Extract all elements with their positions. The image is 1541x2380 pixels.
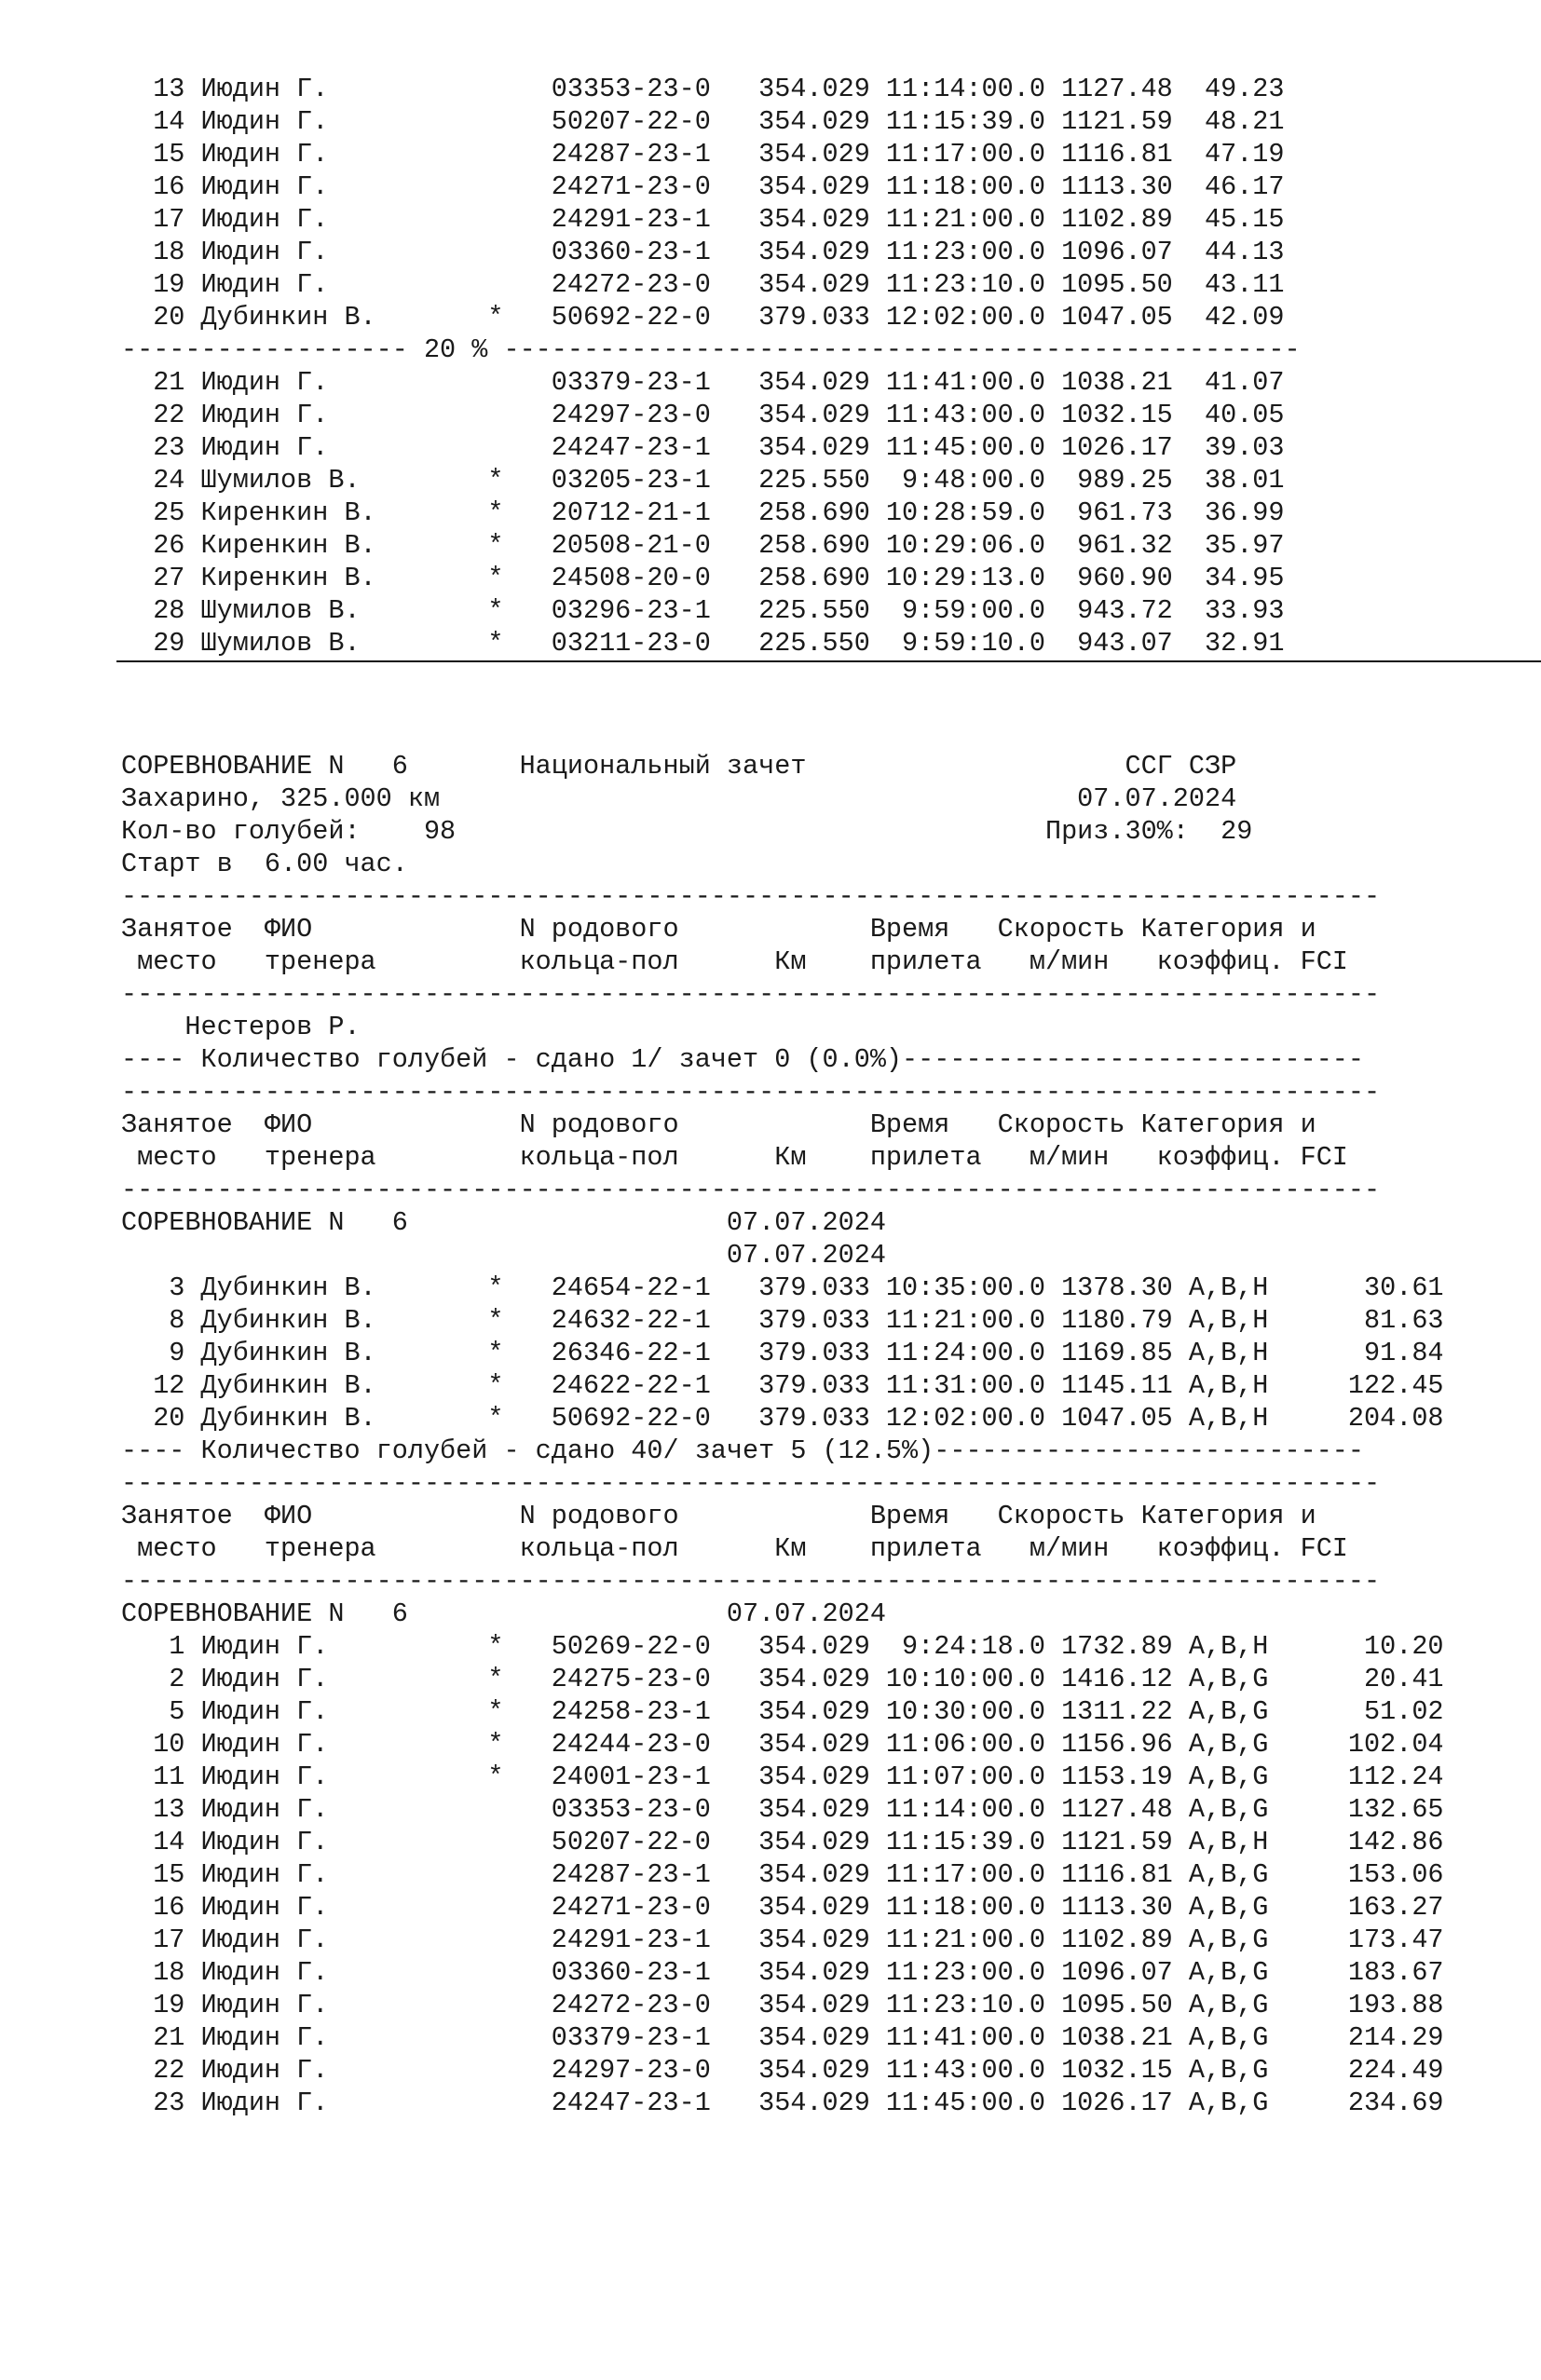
table-row: 18 Июдин Г. 03360-23-1 354.029 11:23:00.0 1096.07 A,B,G 183.67 — [121, 1957, 1444, 1988]
section-summary: ---- Количество голубей - сдано 1/ зачет 0 (0.0%)----------------------------- — [121, 1044, 1365, 1075]
section-summary: ---- Количество голубей - сдано 40/ зачет 5 (12.5%)--------------------------- — [121, 1435, 1365, 1466]
competition-title: СОРЕВНОВАНИЕ N 6 Национальный зачет ССГ СЗР — [121, 751, 1237, 782]
section-title: СОРЕВНОВАНИЕ N 6 07.07.2024 — [121, 1207, 886, 1238]
percent-divider: ------------------ 20 % -------------------------------------------------- — [121, 334, 1301, 365]
table-row: 19 Июдин Г. 24272-23-0 354.029 11:23:10.0 1095.50 A,B,G 193.88 — [121, 1990, 1444, 2020]
table-row: 26 Киренкин В. * 20508-21-0 258.690 10:29:06.0 961.32 35.97 — [121, 530, 1285, 561]
dash-divider: ------------------------------------------------------------------------------- — [121, 979, 1381, 1010]
table-row: 22 Июдин Г. 24297-23-0 354.029 11:43:00.0 1032.15 40.05 — [121, 400, 1285, 430]
table-row: 12 Дубинкин В. * 24622-22-1 379.033 11:31:00.0 1145.11 A,B,H 122.45 — [121, 1370, 1444, 1401]
competition-location-date: Захарино, 325.000 км 07.07.2024 — [121, 783, 1237, 814]
table-row: 20 Дубинкин В. * 50692-22-0 379.033 12:02:00.0 1047.05 A,B,H 204.08 — [121, 1403, 1444, 1434]
table-row: 13 Июдин Г. 03353-23-0 354.029 11:14:00.0 1127.48 A,B,G 132.65 — [121, 1794, 1444, 1825]
section-date: 07.07.2024 — [121, 1240, 886, 1271]
table-row: 21 Июдин Г. 03379-23-1 354.029 11:41:00.0 1038.21 41.07 — [121, 367, 1285, 398]
column-header-line1: Занятое ФИО N родового Время Скорость Категория и — [121, 914, 1316, 945]
table-row: 17 Июдин Г. 24291-23-1 354.029 11:21:00.0 1102.89 45.15 — [121, 204, 1285, 235]
dash-divider: ------------------------------------------------------------------------------- — [121, 1566, 1381, 1597]
table-row: 19 Июдин Г. 24272-23-0 354.029 11:23:10.0 1095.50 43.11 — [121, 269, 1285, 300]
section-title: СОРЕВНОВАНИЕ N 6 07.07.2024 — [121, 1598, 886, 1629]
table-row: 27 Киренкин В. * 24508-20-0 258.690 10:29:13.0 960.90 34.95 — [121, 563, 1285, 593]
competition-start: Старт в 6.00 час. — [121, 849, 408, 879]
trainer-name: Нестеров Р. — [121, 1012, 361, 1042]
table-row: 15 Июдин Г. 24287-23-1 354.029 11:17:00.0 1116.81 47.19 — [121, 139, 1285, 170]
column-header-line2: место тренера кольца-пол Км прилета м/мин коэффиц. FCI — [121, 1142, 1348, 1173]
table-row: 28 Шумилов В. * 03296-23-1 225.550 9:59:00.0 943.72 33.93 — [121, 595, 1285, 626]
column-header-line2: место тренера кольца-пол Км прилета м/мин коэффиц. FCI — [121, 946, 1348, 977]
table-row: 3 Дубинкин В. * 24654-22-1 379.033 10:35:00.0 1378.30 A,B,H 30.61 — [121, 1272, 1444, 1303]
dash-divider: ------------------------------------------------------------------------------- — [121, 881, 1381, 912]
table-row: 16 Июдин Г. 24271-23-0 354.029 11:18:00.0 1113.30 A,B,G 163.27 — [121, 1892, 1444, 1923]
table-row: 11 Июдин Г. * 24001-23-1 354.029 11:07:00.0 1153.19 A,B,G 112.24 — [121, 1761, 1444, 1792]
table-row: 24 Шумилов В. * 03205-23-1 225.550 9:48:00.0 989.25 38.01 — [121, 465, 1285, 496]
table-row: 14 Июдин Г. 50207-22-0 354.029 11:15:39.0 1121.59 A,B,H 142.86 — [121, 1827, 1444, 1857]
table-row: 29 Шумилов В. * 03211-23-0 225.550 9:59:10.0 943.07 32.91 — [121, 628, 1285, 659]
dash-divider: ------------------------------------------------------------------------------- — [121, 1468, 1381, 1499]
column-header-line1: Занятое ФИО N родового Время Скорость Категория и — [121, 1501, 1316, 1531]
table-row: 15 Июдин Г. 24287-23-1 354.029 11:17:00.0 1116.81 A,B,G 153.06 — [121, 1859, 1444, 1890]
table-row: 14 Июдин Г. 50207-22-0 354.029 11:15:39.0 1121.59 48.21 — [121, 106, 1285, 137]
table-row: 21 Июдин Г. 03379-23-1 354.029 11:41:00.0 1038.21 A,B,G 214.29 — [121, 2022, 1444, 2053]
table-row: 17 Июдин Г. 24291-23-1 354.029 11:21:00.0 1102.89 A,B,G 173.47 — [121, 1924, 1444, 1955]
table-row: 10 Июдин Г. * 24244-23-0 354.029 11:06:00.0 1156.96 A,B,G 102.04 — [121, 1729, 1444, 1760]
section-separator-line — [116, 660, 1541, 662]
column-header-line1: Занятое ФИО N родового Время Скорость Категория и — [121, 1109, 1316, 1140]
table-row: 1 Июдин Г. * 50269-22-0 354.029 9:24:18.0 1732.89 A,B,H 10.20 — [121, 1631, 1444, 1662]
table-row: 13 Июдин Г. 03353-23-0 354.029 11:14:00.0 1127.48 49.23 — [121, 74, 1285, 104]
table-row: 5 Июдин Г. * 24258-23-1 354.029 10:30:00.0 1311.22 A,B,G 51.02 — [121, 1696, 1444, 1727]
competition-count: Кол-во голубей: 98 Приз.30%: 29 — [121, 816, 1253, 847]
table-row: 25 Киренкин В. * 20712-21-1 258.690 10:28:59.0 961.73 36.99 — [121, 497, 1285, 528]
table-row: 9 Дубинкин В. * 26346-22-1 379.033 11:24:00.0 1169.85 A,B,H 91.84 — [121, 1338, 1444, 1368]
table-row: 23 Июдин Г. 24247-23-1 354.029 11:45:00.0 1026.17 39.03 — [121, 432, 1285, 463]
table-row: 2 Июдин Г. * 24275-23-0 354.029 10:10:00.0 1416.12 A,B,G 20.41 — [121, 1664, 1444, 1694]
table-row: 8 Дубинкин В. * 24632-22-1 379.033 11:21:00.0 1180.79 A,B,H 81.63 — [121, 1305, 1444, 1336]
column-header-line2: место тренера кольца-пол Км прилета м/мин коэффиц. FCI — [121, 1533, 1348, 1564]
table-row: 22 Июдин Г. 24297-23-0 354.029 11:43:00.0 1032.15 A,B,G 224.49 — [121, 2055, 1444, 2086]
dash-divider: ------------------------------------------------------------------------------- — [121, 1175, 1381, 1205]
table-row: 16 Июдин Г. 24271-23-0 354.029 11:18:00.0 1113.30 46.17 — [121, 171, 1285, 202]
table-row: 20 Дубинкин В. * 50692-22-0 379.033 12:02:00.0 1047.05 42.09 — [121, 302, 1285, 333]
dash-divider: ------------------------------------------------------------------------------- — [121, 1077, 1381, 1108]
table-row: 18 Июдин Г. 03360-23-1 354.029 11:23:00.0 1096.07 44.13 — [121, 237, 1285, 267]
table-row: 23 Июдин Г. 24247-23-1 354.029 11:45:00.0 1026.17 A,B,G 234.69 — [121, 2088, 1444, 2118]
